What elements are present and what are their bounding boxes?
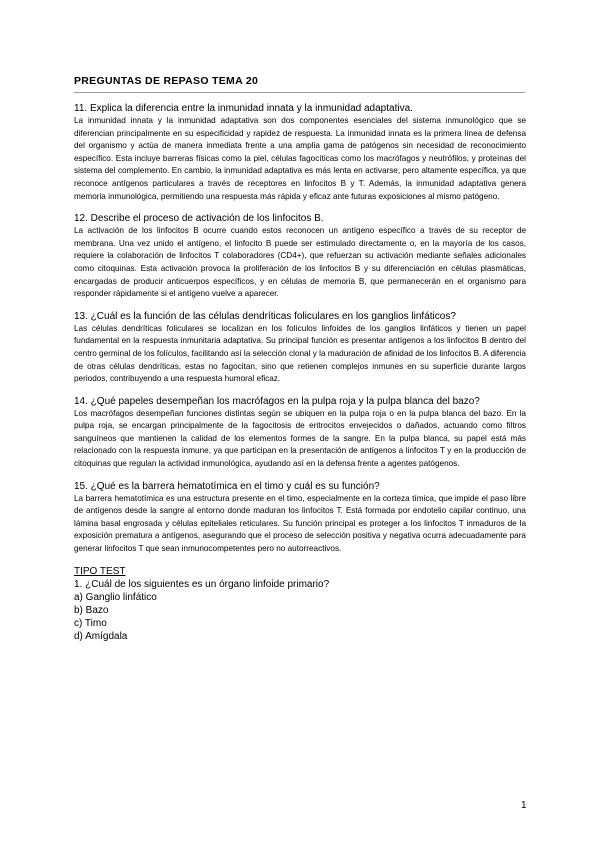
test-section xyxy=(74,565,526,644)
test-option-c: c) Timo xyxy=(74,618,107,630)
document-title: PREGUNTAS DE REPASO TEMA 20 xyxy=(74,75,259,87)
question-block-14 xyxy=(74,395,526,471)
question-heading: 13. ¿Cuál es la función de las células dendríticas foliculares en los ganglios linfáticos? xyxy=(74,310,456,322)
question-block-11 xyxy=(74,102,526,203)
test-option-b: b) Bazo xyxy=(74,605,109,617)
test-option-a: a) Ganglio linfático xyxy=(74,591,157,603)
answer-paragraph: La barrera hematotímica es una estructura presente en el timo, especialmente en la corteza tímica, que impide el paso libre de antígenos desde la sangre al entorno donde maduran los linfocitos T. Está formada por endotelio capilar continuo, una lámina basal engrosada y células epiteliales reticulares. Su función principal es proteger a los linfocitos T inmaduros de la exposición prematura a antígenos, asegurando que el proceso de selección positiva y negativa ocurra adecuadamente para generar linfocitos T que sean inmunocompetentes pero no autorreactivos. xyxy=(74,493,526,554)
answer-paragraph: La inmunidad innata y la inmunidad adaptativa son dos componentes esenciales del sistema inmunológico que se diferencian principalmente en su especificidad y rapidez de respuesta. La inmunidad innata es la primera línea de defensa del organismo y actúa de manera inmediata frente a una amplia gama de patógenos sin necesidad de reconocimiento específico. Esta incluye barreras físicas como la piel, células fagocíticas como los macrófagos y neutrófilos, y proteínas del sistema del complemento. En cambio, la inmunidad adaptativa es más lenta en activarse, pero altamente específica, ya que reconoce antígenos particulares a través de receptores en linfocitos B y T. Además, la inmunidad adaptativa genera memoria inmunológica, permitiendo una respuesta más rápida y eficaz ante futuras exposiciones al mismo patógeno. xyxy=(74,116,526,201)
document-body xyxy=(74,102,526,644)
answer-paragraph: La activación de los linfocitos B ocurre cuando estos reconocen un antígeno específico a través de su receptor de membrana. Una vez unido el antígeno, el linfocito B puede ser estimulado directamente o, en la mayoría de los casos, requiere la colaboración de linfocitos T colaboradores (CD4+), que refuerzan su activación mediante señales adicionales como citoquinas. Esta activación provoca la proliferación de los linfocitos B y su diferenciación en células plasmáticas, encargadas de producir anticuerpos específicos, y en células de memoria B, que permanecerán en el organismo para responder rápidamente si el antígeno vuelve a aparecer. xyxy=(74,226,526,299)
title-divider xyxy=(74,92,525,93)
question-block-13 xyxy=(74,310,526,386)
question-heading: 11. Explica la diferencia entre la inmunidad innata y la inmunidad adaptativa. xyxy=(74,103,413,114)
answer-paragraph: Las células dendríticas foliculares se localizan en los folículos linfoides de los ganglios linfáticos y tienen un papel fundamental en la respuesta inmunitaria adaptativa. Su principal función es presentar antígenos a los linfocitos B dentro del centro germinal de los folículos, facilitando así la selección clonal y la maduración de afinidad de los linfocitos B. A diferencia de otras células dendríticas, estas no fagocitan, sino que retienen complejos inmunes en su superficie durante largos periodos, contribuyendo a una respuesta humoral eficaz. xyxy=(74,323,526,384)
question-heading: 15. ¿Qué es la barrera hematotímica en el timo y cuál es su función? xyxy=(74,480,380,492)
test-option-d: d) Amígdala xyxy=(74,631,128,643)
test-heading: TIPO TEST xyxy=(74,565,126,577)
question-block-15 xyxy=(74,480,526,556)
question-heading: 14. ¿Qué papeles desempeñan los macrófagos en la pulpa roja y la pulpa blanca del bazo? xyxy=(74,395,480,407)
test-question: 1. ¿Cuál de los siguientes es un órgano linfoide primario? xyxy=(74,578,330,590)
answer-paragraph: Los macrófagos desempeñan funciones distintas según se ubiquen en la pulpa roja o en la pulpa blanca del bazo. En la pulpa roja, se encargan principalmente de la fagocitosis de eritrocitos envejecidos o dañados, actuando como filtros sanguíneos que mantienen la calidad de los elementos formes de la sangre. En la pulpa blanca, su papel está más relacionado con la respuesta inmune, ya que participan en la presentación de antígenos a linfocitos T y en la producción de citoquinas que regulan la actividad inmunológica, ayudando así en la defensa frente a agentes patógenos. xyxy=(74,408,526,469)
page-number: 1 xyxy=(521,800,527,811)
question-heading: 12. Describe el proceso de activación de los linfocitos B. xyxy=(74,213,324,225)
question-block-12 xyxy=(74,212,526,301)
